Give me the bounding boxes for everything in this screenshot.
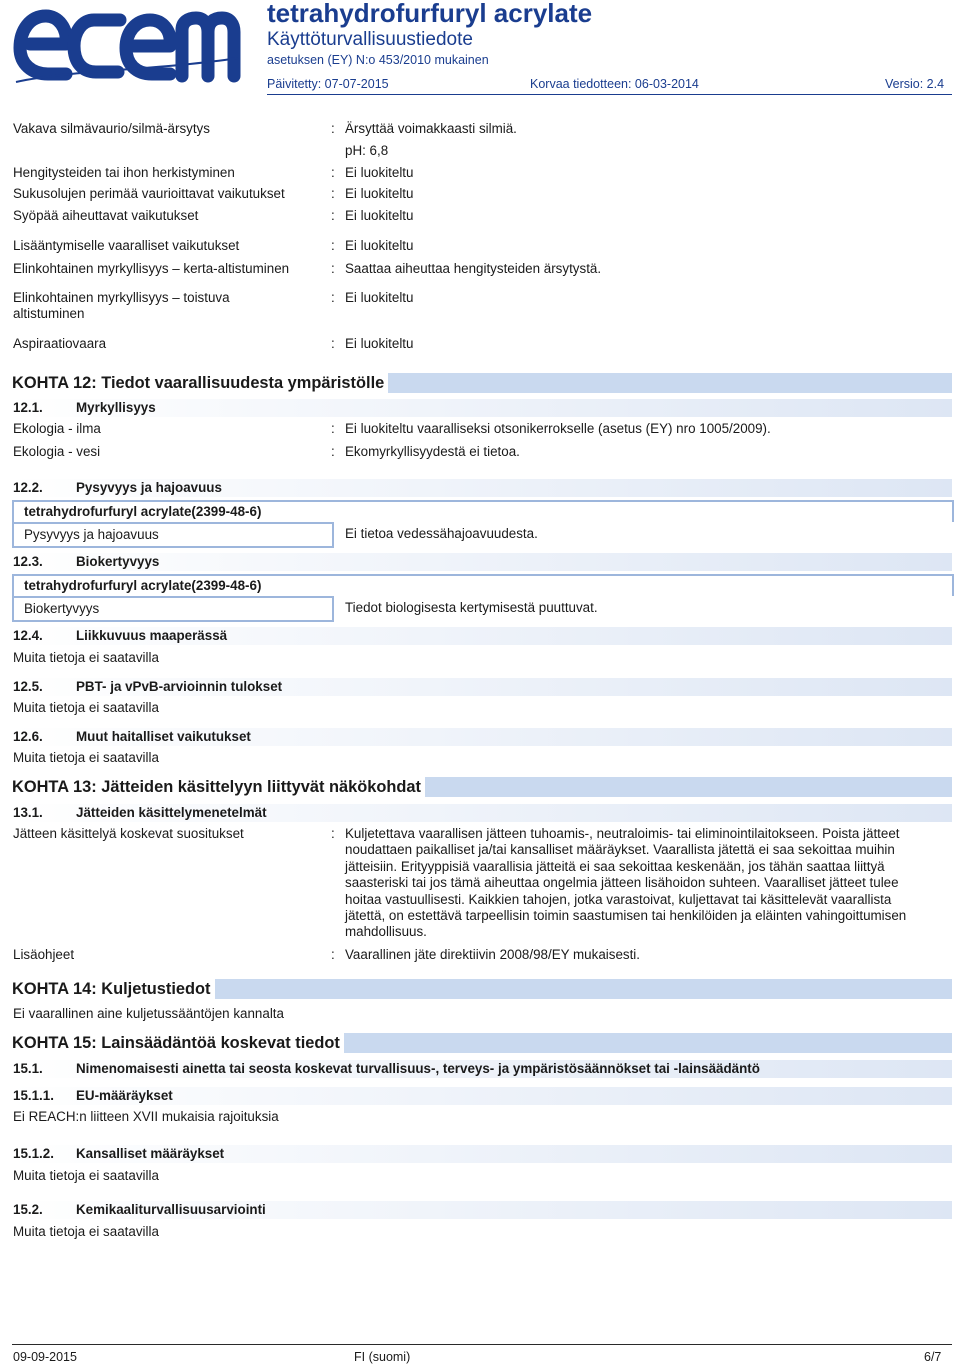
eco-value: Ekomyrkyllisyydestä ei tietoa. (345, 444, 520, 459)
info-text: Muita tietoja ei saatavilla (13, 700, 159, 715)
colon: : (331, 290, 335, 305)
waste-line: hoitaa vastuullisesti. Kaikkien tahojen, jotka varastoivat, kuljettavat tai käsittelevät vaarallista (345, 892, 892, 907)
substance-name: tetrahydrofurfuryl acrylate(2399-48-6) (24, 578, 262, 593)
subsection-number: 15.1.2. (13, 1146, 54, 1161)
subsection-title: Kansalliset määräykset (76, 1146, 225, 1161)
substance-table-header (12, 574, 954, 596)
substance-table-row (12, 596, 334, 622)
ecem-logo (10, 0, 242, 88)
version-label: Versio: 2.4 (885, 77, 945, 91)
subsection-number: 12.1. (13, 400, 43, 415)
table-cell-label: Pysyvyys ja hajoavuus (24, 527, 159, 542)
section-12-header (10, 373, 952, 393)
tox-value: Ei luokiteltu (345, 336, 414, 351)
subsection-number: 12.3. (13, 554, 43, 569)
eco-value: Ei luokiteltu vaaralliseksi otsonikerrokselle (asetus (EY) nro 1005/2009). (345, 421, 771, 436)
footer-date: 09-09-2015 (13, 1350, 77, 1364)
subsection-number: 12.2. (13, 480, 43, 495)
subsection-title: Jätteiden käsittelymenetelmät (76, 805, 267, 820)
subsection-title: EU-määräykset (76, 1088, 173, 1103)
section-15-header (10, 1033, 952, 1053)
footer-rule (12, 1344, 952, 1345)
subsection-12-3 (10, 553, 952, 571)
waste-line: Kuljetettava vaarallisen jätteen tuhoamis-, neutraloimis- tai eliminointilaitokseen. Poista jätteet (345, 826, 900, 841)
tox-label: Lisääntymiselle vaaralliset vaikutukset (13, 238, 240, 253)
tox-value: Saattaa aiheuttaa hengitysteiden ärsytystä. (345, 261, 602, 276)
updated-date: Päivitetty: 07-07-2015 (267, 77, 389, 91)
subsection-13-1 (10, 804, 952, 822)
info-text: Muita tietoja ei saatavilla (13, 1224, 159, 1239)
waste-line: jätettä, on estettävä tarpeellisin toimin saastumisen tai henkilöiden ja eläinten vahingoittumisen (345, 908, 907, 923)
colon: : (331, 444, 335, 459)
subsection-12-5 (10, 678, 952, 696)
colon: : (331, 336, 335, 351)
subsection-title: Liikkuvuus maaperässä (76, 628, 228, 643)
colon: : (331, 121, 335, 136)
subsection-number: 15.1.1. (13, 1088, 54, 1103)
info-text: Ei REACH:n liitteen XVII mukaisia rajoituksia (13, 1109, 279, 1124)
subsection-12-6 (10, 728, 952, 746)
subsection-12-1 (10, 399, 952, 417)
subsection-12-4 (10, 627, 952, 645)
subsection-number: 13.1. (13, 805, 43, 820)
document-subtitle: Käyttöturvallisuustiedote (267, 29, 473, 50)
subsection-title: Pysyvyys ja hajoavuus (76, 480, 222, 495)
tox-label: Syöpää aiheuttavat vaikutukset (13, 208, 199, 223)
subsection-title: Muut haitalliset vaikutukset (76, 729, 251, 744)
subsection-title: Kemikaaliturvallisuusarviointi (76, 1202, 266, 1217)
info-text: Muita tietoja ei saatavilla (13, 750, 159, 765)
tox-value: Ei luokiteltu (345, 165, 414, 180)
tox-value: Ärsyttää voimakkaasti silmiä. (345, 121, 517, 136)
page-number: 6/7 (924, 1350, 942, 1364)
extra-value: Vaarallinen jäte direktiivin 2008/98/EY mukaisesti. (345, 947, 641, 962)
colon: : (331, 238, 335, 253)
colon: : (331, 186, 335, 201)
section-13-title: KOHTA 13: Jätteiden käsittelyyn liittyvät näkökohdat (12, 777, 425, 797)
regulation-text: asetuksen (EY) N:o 453/2010 mukainen (267, 53, 489, 67)
section-15-title: KOHTA 15: Lainsäädäntöä koskevat tiedot (12, 1033, 344, 1053)
waste-line: mahdollisuus. (345, 924, 427, 939)
waste-line: jätteisiin. Erityyppisiä vaarallisia jätteitä ei saa sekoittaa keskenään, jos tähän saattaa liittyä (345, 859, 885, 874)
subsection-number: 12.6. (13, 729, 43, 744)
subsection-15-1-1 (10, 1087, 952, 1105)
tox-value: Ei luokiteltu (345, 186, 414, 201)
tox-label: Hengitysteiden tai ihon herkistyminen (13, 165, 235, 180)
colon: : (331, 947, 335, 962)
tox-label: Elinkohtainen myrkyllisyys – toistuva (13, 290, 230, 305)
tox-label: Vakava silmävaurio/silmä-ärsytys (13, 121, 210, 136)
table-cell-label: Biokertyvyys (24, 601, 100, 616)
waste-line: saasteriski tai jos tämä aiheuttaa ongelmia jätteen lisähoidon suhteen. Vaaralliset jätteet tulee (345, 875, 899, 890)
tox-label-line2: altistuminen (13, 306, 85, 321)
table-cell-value: Ei tietoa vedessähajoavuudesta. (345, 526, 538, 541)
subsection-number: 15.2. (13, 1202, 43, 1217)
subsection-12-2 (10, 479, 952, 497)
colon: : (331, 826, 335, 841)
subsection-15-1 (10, 1060, 952, 1078)
subsection-number: 12.5. (13, 679, 43, 694)
substance-name: tetrahydrofurfuryl acrylate(2399-48-6) (24, 504, 262, 519)
tox-label: Elinkohtainen myrkyllisyys – kerta-altistuminen (13, 261, 290, 276)
subsection-15-2 (10, 1201, 952, 1219)
section-13-header (10, 777, 952, 797)
replaces-date: Korvaa tiedotteen: 06-03-2014 (530, 77, 699, 91)
colon: : (331, 421, 335, 436)
document-title: tetrahydrofurfuryl acrylate (267, 0, 593, 28)
tox-label: Sukusolujen perimää vaurioittavat vaikutukset (13, 186, 285, 201)
section-14-title: KOHTA 14: Kuljetustiedot (12, 979, 215, 999)
subsection-15-1-2 (10, 1145, 952, 1163)
extra-label: Lisäohjeet (13, 947, 75, 962)
tox-label: Aspiraatiovaara (13, 336, 107, 351)
substance-table-header (12, 500, 954, 522)
waste-line: noudattaen paikalliset ja/tai kansalliset määräykset. Vaarallista jätettä ei saa sekoittaa muihin (345, 842, 895, 857)
subsection-title: PBT- ja vPvB-arvioinnin tulokset (76, 679, 283, 694)
subsection-title: Nimenomaisesti ainetta tai seosta koskevat turvallisuus-, terveys- ja ympäristösäännökset tai -lainsäädäntö (76, 1061, 760, 1076)
transport-text: Ei vaarallinen aine kuljetussääntöjen kannalta (13, 1006, 284, 1021)
colon: : (331, 165, 335, 180)
tox-value: Ei luokiteltu (345, 208, 414, 223)
table-cell-value: Tiedot biologisesta kertymisestä puuttuvat. (345, 600, 598, 615)
section-14-header (10, 979, 952, 999)
subsection-number: 15.1. (13, 1061, 43, 1076)
subsection-number: 12.4. (13, 628, 43, 643)
subsection-title: Biokertyvyys (76, 554, 160, 569)
eco-label: Ekologia - ilma (13, 421, 101, 436)
section-12-title: KOHTA 12: Tiedot vaarallisuudesta ympäristölle (12, 373, 388, 393)
tox-ph-value: pH: 6,8 (345, 143, 389, 158)
eco-label: Ekologia - vesi (13, 444, 101, 459)
info-text: Muita tietoja ei saatavilla (13, 1168, 159, 1183)
waste-label: Jätteen käsittelyä koskevat suositukset (13, 826, 244, 841)
colon: : (331, 261, 335, 276)
subsection-title: Myrkyllisyys (76, 400, 156, 415)
substance-table-row (12, 522, 334, 548)
tox-value: Ei luokiteltu (345, 238, 414, 253)
colon: : (331, 208, 335, 223)
header-rule (267, 94, 952, 95)
info-text: Muita tietoja ei saatavilla (13, 650, 159, 665)
footer-language: FI (suomi) (354, 1350, 411, 1364)
tox-value: Ei luokiteltu (345, 290, 414, 305)
